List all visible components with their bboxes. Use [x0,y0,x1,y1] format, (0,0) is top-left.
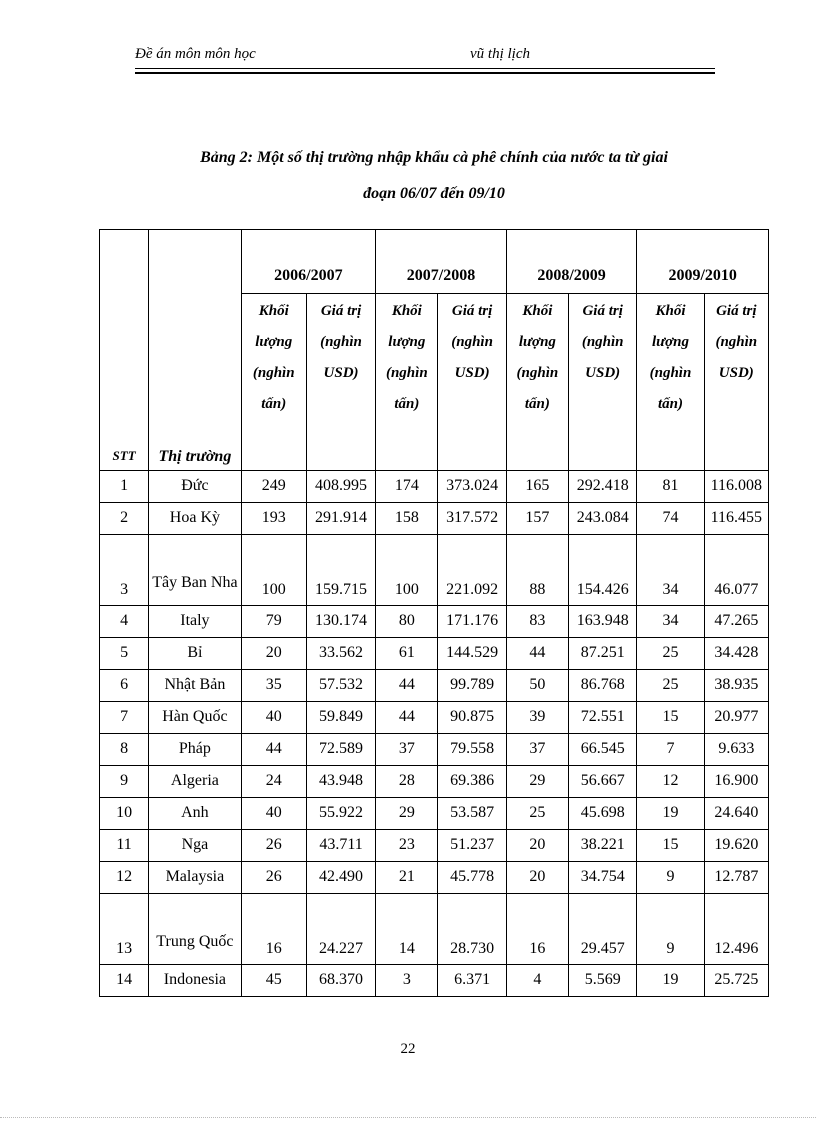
cell-value: 29.457 [569,893,637,964]
cell-market: Italy [149,605,241,637]
cell-value: 408.995 [306,470,375,502]
cell-value: 6.371 [438,964,506,996]
cell-value: 292.418 [569,470,637,502]
cell-value: 57.532 [306,669,375,701]
cell-volume: 34 [637,534,704,605]
year-header: 2008/2009 [506,230,637,294]
cell-volume: 19 [637,797,704,829]
cell-value: 43.711 [306,829,375,861]
table-row [100,829,769,861]
stt-header-top [100,230,149,294]
cell-value: 159.715 [306,534,375,605]
table-row [100,534,769,605]
cell-volume: 24 [241,765,306,797]
table-row [100,701,769,733]
cell-volume: 9 [637,861,704,893]
cell-volume: 45 [241,964,306,996]
cell-volume: 80 [376,605,438,637]
value-header: Giá trị (nghìn USD) [438,294,506,471]
table-caption [100,140,768,212]
table-body [100,470,769,996]
cell-market: Tây Ban Nha [149,534,241,605]
cell-volume: 3 [376,964,438,996]
table-row [100,669,769,701]
cell-volume: 40 [241,701,306,733]
cell-value: 99.789 [438,669,506,701]
volume-header: Khối lượng (nghìn tấn) [637,294,704,471]
cell-volume: 157 [506,502,568,534]
cell-value: 20.977 [704,701,768,733]
cell-volume: 16 [506,893,568,964]
cell-value: 34.428 [704,637,768,669]
table-row [100,733,769,765]
cell-volume: 44 [376,669,438,701]
cell-volume: 40 [241,797,306,829]
cell-volume: 74 [637,502,704,534]
cell-volume: 165 [506,470,568,502]
table-row [100,605,769,637]
cell-value: 38.221 [569,829,637,861]
cell-value: 42.490 [306,861,375,893]
header-rule-thick [135,72,715,74]
cell-volume: 174 [376,470,438,502]
cell-market: Algeria [149,765,241,797]
cell-volume: 100 [241,534,306,605]
cell-value: 291.914 [306,502,375,534]
cell-value: 46.077 [704,534,768,605]
cell-volume: 44 [241,733,306,765]
cell-stt: 6 [100,669,149,701]
cell-value: 154.426 [569,534,637,605]
cell-volume: 61 [376,637,438,669]
cell-volume: 21 [376,861,438,893]
cell-value: 317.572 [438,502,506,534]
cell-value: 130.174 [306,605,375,637]
cell-stt: 9 [100,765,149,797]
cell-market: Pháp [149,733,241,765]
cell-value: 51.237 [438,829,506,861]
cell-market: Nga [149,829,241,861]
cell-market: Nhật Bản [149,669,241,701]
cell-value: 43.948 [306,765,375,797]
header-year-row [100,230,769,294]
cell-stt: 11 [100,829,149,861]
cell-volume: 39 [506,701,568,733]
header-right-text: vũ thị lịch [470,46,530,62]
cell-stt: 12 [100,861,149,893]
cell-value: 243.084 [569,502,637,534]
cell-value: 221.092 [438,534,506,605]
cell-volume: 100 [376,534,438,605]
cell-stt: 13 [100,893,149,964]
table-row [100,893,769,964]
cell-volume: 9 [637,893,704,964]
cell-value: 66.545 [569,733,637,765]
cell-value: 5.569 [569,964,637,996]
cell-value: 163.948 [569,605,637,637]
value-header: Giá trị (nghìn USD) [704,294,768,471]
cell-volume: 29 [376,797,438,829]
cell-value: 87.251 [569,637,637,669]
header-rule-thin [135,68,715,69]
caption-line-1: Bảng 2: Một số thị trường nhập khẩu cà phê chính của nước ta từ giai [200,149,668,166]
cell-volume: 20 [506,829,568,861]
year-header: 2006/2007 [241,230,376,294]
cell-volume: 35 [241,669,306,701]
cell-value: 144.529 [438,637,506,669]
table-row [100,765,769,797]
table-row [100,502,769,534]
cell-value: 12.496 [704,893,768,964]
table-row [100,861,769,893]
cell-volume: 20 [506,861,568,893]
cell-value: 19.620 [704,829,768,861]
cell-volume: 7 [637,733,704,765]
cell-stt: 7 [100,701,149,733]
cell-volume: 4 [506,964,568,996]
cell-volume: 26 [241,861,306,893]
table-row [100,637,769,669]
cell-value: 68.370 [306,964,375,996]
cell-volume: 14 [376,893,438,964]
cell-value: 47.265 [704,605,768,637]
cell-volume: 28 [376,765,438,797]
cell-value: 12.787 [704,861,768,893]
cell-market: Indonesia [149,964,241,996]
cell-volume: 44 [506,637,568,669]
cell-value: 25.725 [704,964,768,996]
volume-header: Khối lượng (nghìn tấn) [506,294,568,471]
cell-volume: 79 [241,605,306,637]
cell-value: 116.008 [704,470,768,502]
cell-value: 24.640 [704,797,768,829]
coffee-import-table [99,229,769,997]
cell-value: 90.875 [438,701,506,733]
cell-volume: 88 [506,534,568,605]
cell-value: 16.900 [704,765,768,797]
cell-value: 55.922 [306,797,375,829]
cell-stt: 10 [100,797,149,829]
cell-volume: 249 [241,470,306,502]
header-sub-row [100,294,769,471]
cell-volume: 25 [506,797,568,829]
table-row [100,797,769,829]
caption-line-2: đoạn 06/07 đến 09/10 [363,185,505,202]
cell-value: 33.562 [306,637,375,669]
cell-volume: 37 [506,733,568,765]
cell-value: 9.633 [704,733,768,765]
table-row [100,964,769,996]
cell-volume: 20 [241,637,306,669]
cell-volume: 26 [241,829,306,861]
cell-value: 116.455 [704,502,768,534]
year-header: 2009/2010 [637,230,769,294]
value-header: Giá trị (nghìn USD) [306,294,375,471]
cell-value: 45.698 [569,797,637,829]
cell-volume: 34 [637,605,704,637]
cell-volume: 16 [241,893,306,964]
cell-value: 28.730 [438,893,506,964]
cell-volume: 25 [637,637,704,669]
cell-market: Anh [149,797,241,829]
cell-market: Hàn Quốc [149,701,241,733]
cell-value: 34.754 [569,861,637,893]
cell-market: Malaysia [149,861,241,893]
cell-volume: 29 [506,765,568,797]
cell-market: Trung Quốc [149,893,241,964]
cell-value: 53.587 [438,797,506,829]
year-header: 2007/2008 [376,230,507,294]
cell-stt: 4 [100,605,149,637]
page-bottom-rule [0,1117,816,1118]
page-number: 22 [400,1041,416,1057]
cell-volume: 193 [241,502,306,534]
volume-header: Khối lượng (nghìn tấn) [376,294,438,471]
cell-volume: 19 [637,964,704,996]
cell-value: 24.227 [306,893,375,964]
cell-value: 171.176 [438,605,506,637]
cell-volume: 12 [637,765,704,797]
market-header-top [149,230,241,294]
cell-stt: 14 [100,964,149,996]
cell-volume: 23 [376,829,438,861]
page-header [135,46,715,70]
cell-value: 69.386 [438,765,506,797]
cell-volume: 15 [637,701,704,733]
cell-volume: 44 [376,701,438,733]
cell-market: Đức [149,470,241,502]
value-header: Giá trị (nghìn USD) [569,294,637,471]
cell-stt: 2 [100,502,149,534]
cell-value: 59.849 [306,701,375,733]
cell-market: Hoa Kỳ [149,502,241,534]
market-header: Thị trường [149,294,241,471]
header-left-text: Đề án môn môn học [135,46,256,62]
cell-value: 38.935 [704,669,768,701]
stt-header: STT [100,294,149,471]
cell-stt: 5 [100,637,149,669]
cell-value: 86.768 [569,669,637,701]
cell-value: 79.558 [438,733,506,765]
cell-volume: 50 [506,669,568,701]
cell-volume: 37 [376,733,438,765]
cell-stt: 1 [100,470,149,502]
table-row [100,470,769,502]
cell-volume: 81 [637,470,704,502]
cell-value: 373.024 [438,470,506,502]
cell-value: 56.667 [569,765,637,797]
cell-value: 72.589 [306,733,375,765]
cell-stt: 3 [100,534,149,605]
cell-volume: 158 [376,502,438,534]
volume-header: Khối lượng (nghìn tấn) [241,294,306,471]
cell-stt: 8 [100,733,149,765]
cell-volume: 83 [506,605,568,637]
cell-value: 72.551 [569,701,637,733]
cell-volume: 25 [637,669,704,701]
cell-market: Bỉ [149,637,241,669]
cell-value: 45.778 [438,861,506,893]
cell-volume: 15 [637,829,704,861]
